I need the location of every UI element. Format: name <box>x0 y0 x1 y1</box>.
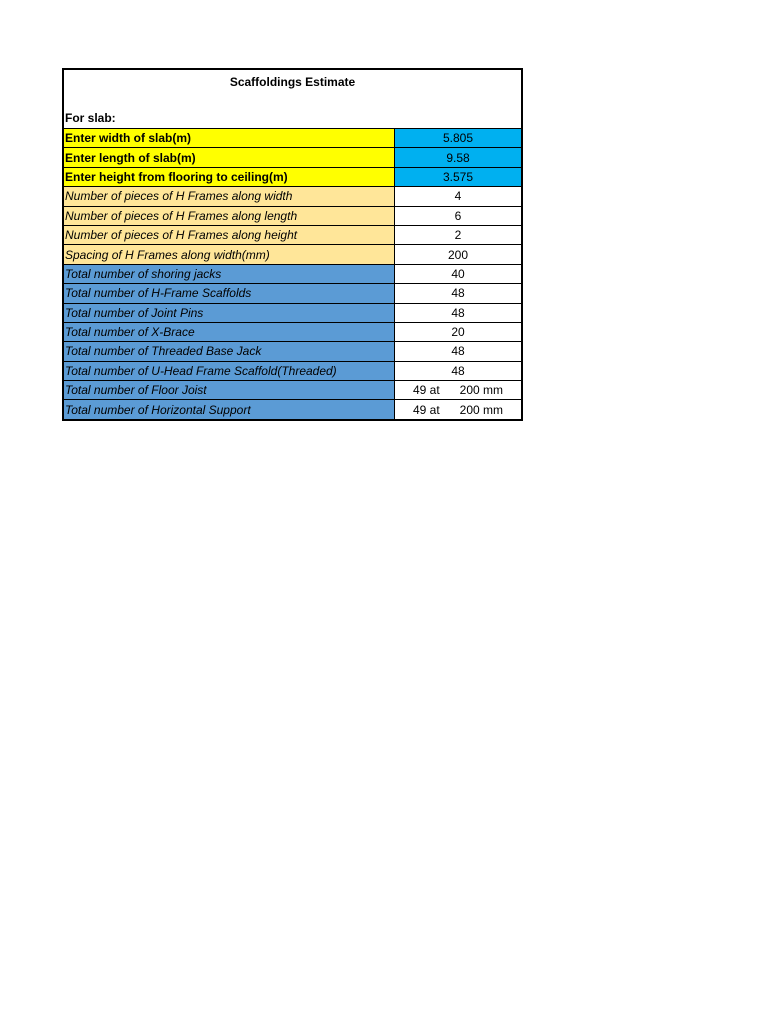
section-label: For slab: <box>64 108 521 129</box>
blank-row <box>64 94 521 108</box>
derived-value[interactable]: 200 <box>395 245 522 264</box>
result-value[interactable]: 48 <box>395 303 522 322</box>
result-value[interactable]: 40 <box>395 264 522 283</box>
result-label: Total number of X-Brace <box>64 322 395 341</box>
input-label: Enter height from flooring to ceiling(m) <box>64 167 395 186</box>
table-row <box>64 206 521 225</box>
derived-value[interactable]: 2 <box>395 225 522 244</box>
result-value[interactable] <box>395 381 522 400</box>
input-row-length <box>64 148 521 167</box>
sheet-title: Scaffoldings Estimate <box>229 75 356 89</box>
derived-label: Number of pieces of H Frames along width <box>64 187 395 206</box>
table-row <box>64 361 521 380</box>
table-row <box>64 187 521 206</box>
table-row <box>64 245 521 264</box>
input-row-height <box>64 167 521 186</box>
slab-length-input[interactable]: 9.58 <box>395 148 522 167</box>
derived-label: Spacing of H Frames along width(mm) <box>64 245 395 264</box>
table-row <box>64 342 521 361</box>
result-label: Total number of U-Head Frame Scaffold(Threaded) <box>64 361 395 380</box>
result-label: Total number of Horizontal Support <box>64 400 395 419</box>
result-label: Total number of Floor Joist <box>64 381 395 400</box>
result-value[interactable]: 48 <box>395 284 522 303</box>
table-row <box>64 400 521 419</box>
spacing-text: 200 mm <box>459 402 504 417</box>
derived-value[interactable]: 4 <box>395 187 522 206</box>
result-label: Total number of Joint Pins <box>64 303 395 322</box>
table-row <box>64 225 521 244</box>
input-row-width <box>64 129 521 148</box>
result-label: Total number of shoring jacks <box>64 264 395 283</box>
derived-label: Number of pieces of H Frames along length <box>64 206 395 225</box>
table-row <box>64 322 521 341</box>
estimate-table <box>64 129 521 419</box>
derived-label: Number of pieces of H Frames along height <box>64 225 395 244</box>
result-value[interactable]: 48 <box>395 342 522 361</box>
result-value[interactable]: 20 <box>395 322 522 341</box>
result-value[interactable]: 48 <box>395 361 522 380</box>
spacing-text: 200 mm <box>459 383 504 398</box>
table-row <box>64 264 521 283</box>
derived-value[interactable]: 6 <box>395 206 522 225</box>
table-row <box>64 284 521 303</box>
count-text: 49 at <box>412 402 440 417</box>
count-text: 49 at <box>412 383 440 398</box>
table-row <box>64 381 521 400</box>
result-label: Total number of Threaded Base Jack <box>64 342 395 361</box>
scaffolding-estimate-sheet <box>62 68 523 421</box>
slab-width-input[interactable]: 5.805 <box>395 129 522 148</box>
result-value[interactable] <box>395 400 522 419</box>
table-row <box>64 303 521 322</box>
input-label: Enter length of slab(m) <box>64 148 395 167</box>
input-label: Enter width of slab(m) <box>64 129 395 148</box>
ceiling-height-input[interactable]: 3.575 <box>395 167 522 186</box>
result-label: Total number of H-Frame Scaffolds <box>64 284 395 303</box>
